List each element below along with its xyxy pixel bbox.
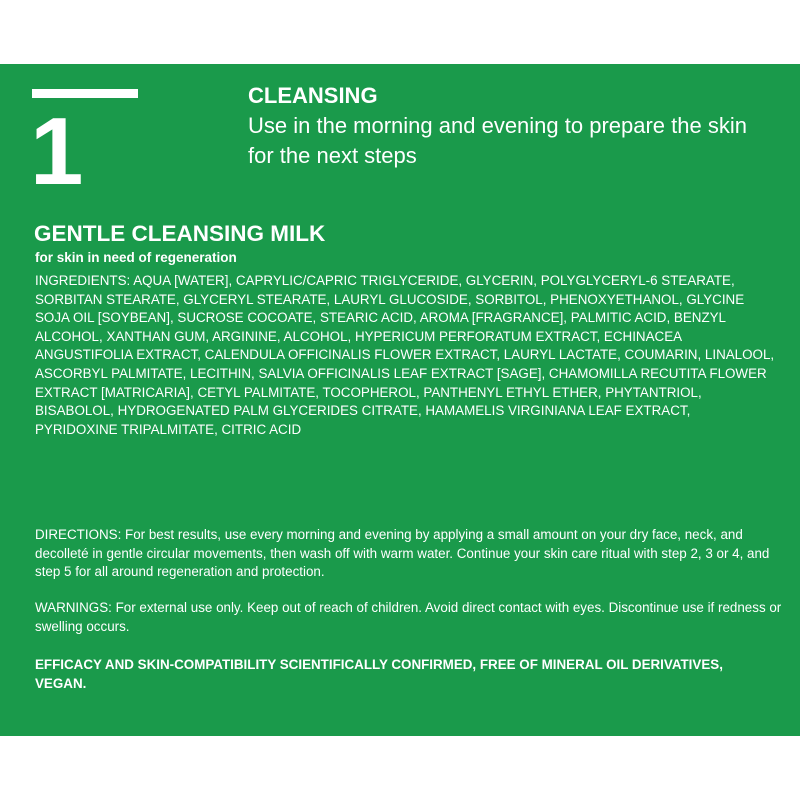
step-title: CLEANSING	[248, 83, 378, 108]
step-header	[248, 83, 768, 170]
efficacy-statement: EFFICACY AND SKIN-COMPATIBILITY SCIENTIFICALLY CONFIRMED, FREE OF MINERAL OIL DERIVATIVES, VEGAN.	[35, 657, 723, 691]
ingredients-text: INGREDIENTS: AQUA [WATER], CAPRYLIC/CAPRIC TRIGLYCERIDE, GLYCERIN, POLYGLYCERYL-6 STEARATE, SORBITAN STEARATE, GLYCERYL STEARATE, LAURYL GLUCOSIDE, SORBITOL, PHENOXYETHANOL, GLYCINE SOJA OIL [SOYBEAN], SUCROSE COCOATE, STEARIC ACID, AROMA [FRAGRANCE], PALMITIC ACID, BENZYL ALCOHOL, XANTHAN GUM, ARGININE, ALCOHOL, HYPERICUM PERFORATUM EXTRACT, ECHINACEA ANGUSTIFOLIA EXTRACT, CALENDULA OFFICINALIS FLOWER EXTRACT, LAURYL LACTATE, COUMARIN, LINALOOL, ASCORBYL PALMITATE, LECITHIN, SALVIA OFFICINALIS LEAF EXTRACT [SAGE], CHAMOMILLA RECUTITA FLOWER EXTRACT [MATRICARIA], CETYL PALMITATE, TOCOPHEROL, PANTHENYL ETHYL ETHER, PHYTANTRIOL, BISABOLOL, HYDROGENATED PALM GLYCERIDES CITRATE, HAMAMELIS VIRGINIANA LEAF EXTRACT, PYRIDOXINE TRIPALMITATE, CITRIC ACID	[35, 273, 775, 437]
product-subtitle: for skin in need of regeneration	[35, 250, 237, 265]
warnings-text: WARNINGS: For external use only. Keep out of reach of children. Avoid direct contact with eyes. Discontinue use if redness or swelling occurs.	[35, 600, 782, 634]
product-info-panel	[0, 64, 800, 736]
step-number: 1	[30, 98, 82, 205]
product-name: GENTLE CLEANSING MILK	[34, 221, 326, 246]
directions-text: DIRECTIONS: For best results, use every morning and evening by applying a small amount on your dry face, neck, and decolleté in gentle circular movements, then wash off with warm water. Continue your skin care ritual with step 2, 3 or 4, and step 5 for all around regeneration and protection.	[35, 527, 770, 579]
step-description: Use in the morning and evening to prepare the skin for the next steps	[248, 113, 747, 168]
accent-bar	[32, 89, 138, 98]
